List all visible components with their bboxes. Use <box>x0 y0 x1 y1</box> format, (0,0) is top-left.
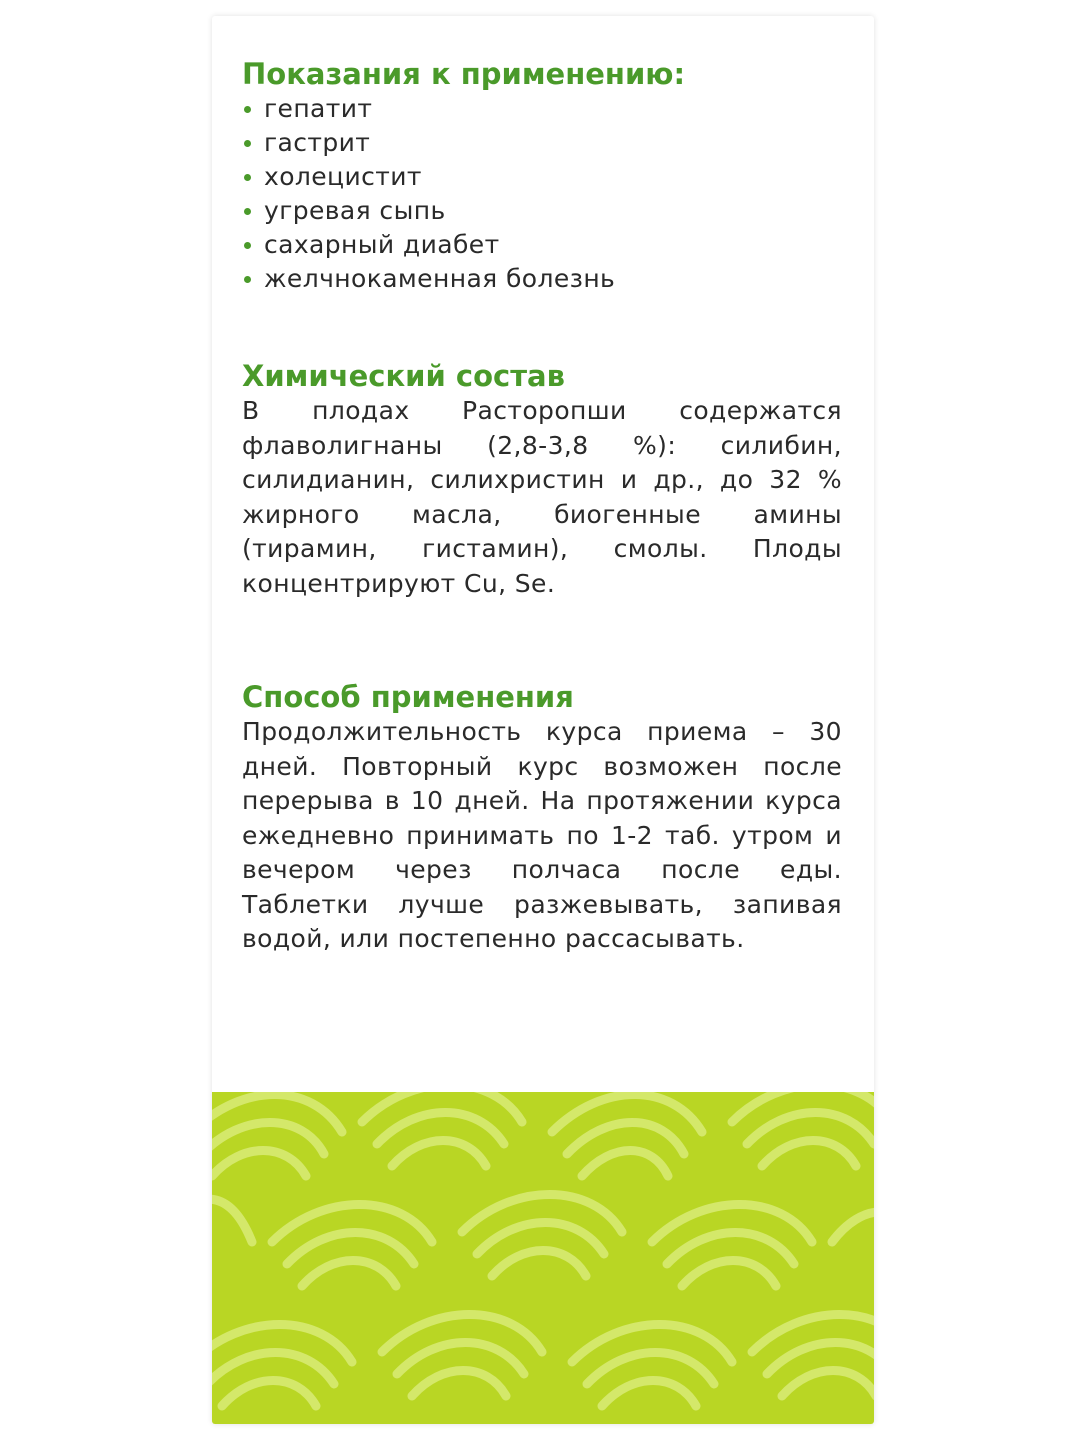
list-item <box>242 160 842 194</box>
swirl-pattern-icon <box>212 1092 874 1424</box>
list-item <box>242 126 842 160</box>
list-item <box>242 92 842 126</box>
list-item-text: угревая сыпь <box>264 196 446 225</box>
list-item <box>242 194 842 228</box>
bullet-icon <box>244 106 251 113</box>
composition-text: В плодах Расторопши содержатся флаволигнаны (2,8-3,8 %): силибин, силидианин, силихристин и др., до 32 % жирного масла, биогенные амины (тирамин, гистамин), смолы. Плоды концентрируют Cu, Se. <box>242 396 842 598</box>
list-item-text: гастрит <box>264 128 371 157</box>
decorative-pattern-band <box>212 1092 874 1424</box>
bullet-icon <box>244 174 251 181</box>
composition-section <box>242 358 842 601</box>
usage-heading: Способ применения <box>242 680 574 714</box>
list-item <box>242 262 842 296</box>
list-item-text: сахарный диабет <box>264 230 500 259</box>
indications-list <box>242 92 842 296</box>
bullet-icon <box>244 140 251 147</box>
package-panel <box>212 16 874 1424</box>
bullet-icon <box>244 242 251 249</box>
bullet-icon <box>244 208 251 215</box>
list-item-text: желчнокаменная болезнь <box>264 264 616 293</box>
list-item-text: холецистит <box>264 162 422 191</box>
bullet-icon <box>244 276 251 283</box>
list-item-text: гепатит <box>264 94 373 123</box>
indications-section <box>242 56 842 296</box>
content-area <box>242 56 842 957</box>
usage-section <box>242 679 842 957</box>
list-item <box>242 228 842 262</box>
indications-heading: Показания к применению: <box>242 57 686 91</box>
composition-heading: Химический состав <box>242 359 565 393</box>
usage-text: Продолжительность курса приема – 30 дней. Повторный курс возможен после перерыва в 10 дней. На протяжении курса ежедневно принимать по 1-2 таб. утром и вечером через полчаса после еды. Таблетки лучше разжевывать, запивая водой, или постепенно рассасывать. <box>242 717 842 953</box>
